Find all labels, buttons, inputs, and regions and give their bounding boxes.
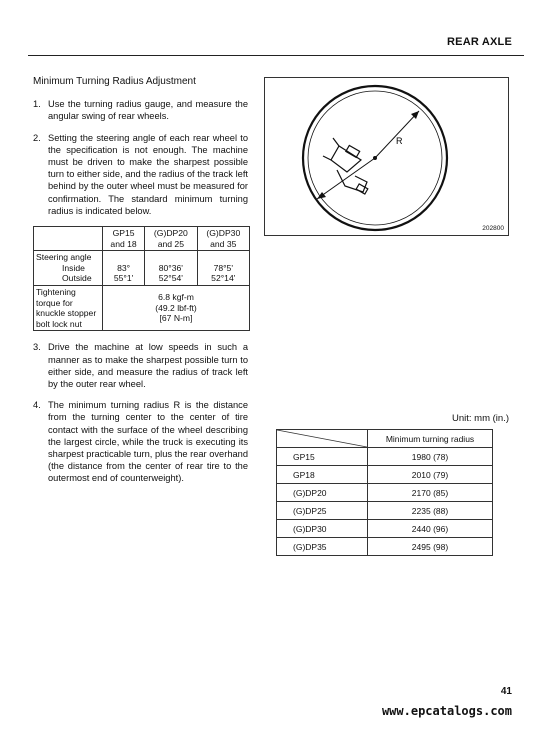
steering-angle-label: Steering angle Inside Outside <box>34 251 103 286</box>
left-column <box>33 76 248 494</box>
step-3 <box>33 341 248 390</box>
page-number: 41 <box>500 686 512 697</box>
figure-code: 202800 <box>482 225 504 232</box>
model-cell: (G)DP30 <box>277 520 368 538</box>
radius-value-cell: 1980 (78) <box>368 448 493 466</box>
step-number: 2. <box>33 132 41 143</box>
step-number: 4. <box>33 400 41 411</box>
section-title: Minimum Turning Radius Adjustment <box>33 76 196 87</box>
table-cell: 78°5' 52°14' <box>197 251 249 286</box>
table-cell: 83° 55°1' <box>103 251 145 286</box>
forklift-outline-icon <box>323 138 368 194</box>
model-cell: (G)DP20 <box>277 484 368 502</box>
table-corner-cell <box>277 430 368 448</box>
table-row <box>277 520 493 538</box>
step-number: 3. <box>33 342 41 353</box>
step-1 <box>33 98 248 122</box>
step-number: 1. <box>33 99 41 110</box>
step-text: Setting the steering angle of each rear wheel to the specification is not enough. The machine must be driven to make the sharpest possible turn to either side, and the radius of the track left behind by the outer wheel must be measured for confirmation. The standard minimum turning radius is indicated below. <box>48 132 248 216</box>
radius-value-cell: 2235 (88) <box>368 502 493 520</box>
radius-label: R <box>396 136 403 146</box>
model-cell: GP15 <box>277 448 368 466</box>
header-rule <box>28 55 524 56</box>
table-row <box>34 251 250 286</box>
radius-value-cell: 2010 (79) <box>368 466 493 484</box>
unit-label: Unit: mm (in.) <box>452 413 509 424</box>
turning-center-dot <box>373 156 377 160</box>
step-2 <box>33 132 248 217</box>
table-row <box>277 502 493 520</box>
radius-line-inner <box>317 158 375 199</box>
step-text: The minimum turning radius R is the distance from the turning center to the center of tire contact with the surface of the wheel describing the largest circle, while the truck is executing its sharpest practicable turn, plus the rear overhand (the distance from the center of rear tire to the outermost end of counterweight). <box>48 400 248 484</box>
table-row <box>277 466 493 484</box>
turning-radius-diagram <box>265 78 508 235</box>
torque-label: Tightening torque for knuckle stopper bolt lock nut <box>34 286 103 331</box>
turning-radius-figure <box>264 77 509 236</box>
section-header-title: REAR AXLE <box>447 36 512 48</box>
radius-line <box>375 111 419 158</box>
step-4 <box>33 399 248 484</box>
diagonal-divider <box>277 430 367 447</box>
watermark-link[interactable]: www.epcatalogs.com <box>381 704 512 718</box>
table-header-cell: (G)DP20 and 25 <box>145 227 197 251</box>
radius-value-cell: 2495 (98) <box>368 538 493 556</box>
table-row <box>277 430 493 448</box>
table-row <box>277 538 493 556</box>
step-text: Use the turning radius gauge, and measure the angular swing of rear wheels. <box>48 99 248 122</box>
model-cell: (G)DP25 <box>277 502 368 520</box>
table-header-cell: Minimum turning radius <box>368 430 493 448</box>
table-header-cell: GP15 and 18 <box>103 227 145 251</box>
table-corner-cell <box>34 227 103 251</box>
table-cell: 80°36' 52°54' <box>145 251 197 286</box>
model-cell: GP18 <box>277 466 368 484</box>
table-header-cell: (G)DP30 and 35 <box>197 227 249 251</box>
table-row <box>34 286 250 331</box>
table-row <box>277 448 493 466</box>
torque-value: 6.8 kgf-m (49.2 lbf-ft) [67 N-m] <box>103 286 250 331</box>
minimum-turning-radius-table <box>276 429 493 556</box>
radius-value-cell: 2440 (96) <box>368 520 493 538</box>
model-cell: (G)DP35 <box>277 538 368 556</box>
step-text: Drive the machine at low speeds in such a manner as to make the sharpest possible turn to either side, and measure the radius of track left by the outer rear wheel. <box>48 342 248 389</box>
steering-spec-table <box>33 226 250 331</box>
radius-value-cell: 2170 (85) <box>368 484 493 502</box>
table-row <box>277 484 493 502</box>
table-row <box>34 227 250 251</box>
